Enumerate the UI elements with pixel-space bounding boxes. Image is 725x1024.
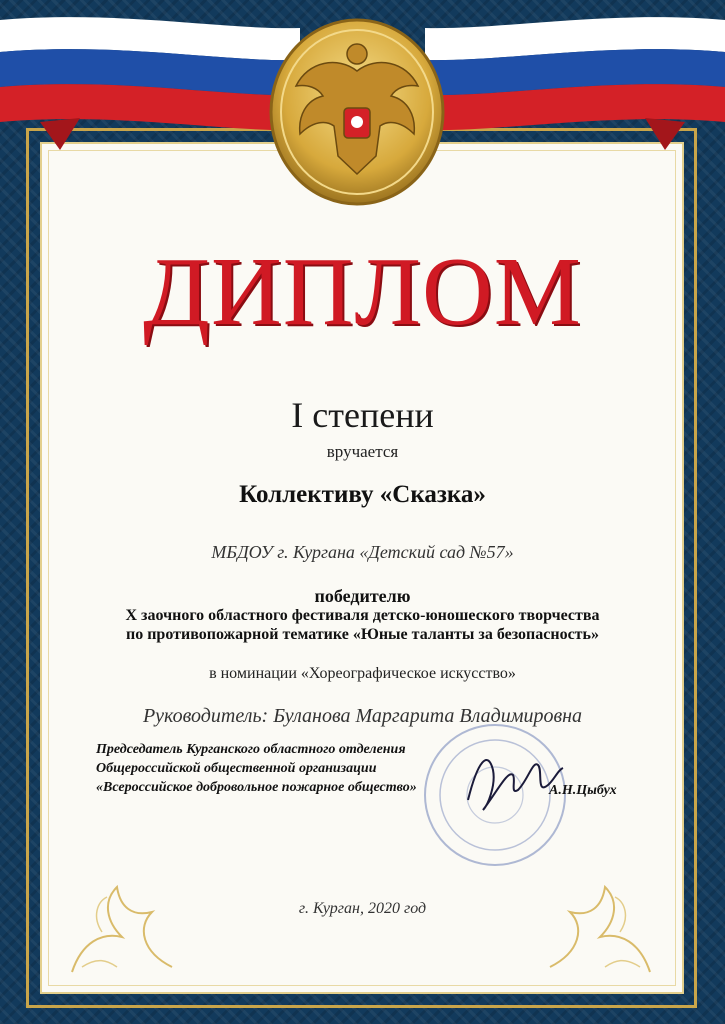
signatory-line-3: «Всероссийское добровольное пожарное общество» xyxy=(96,780,417,795)
festival-line-2: по противопожарной тематике «Юные таланты за безопасность» xyxy=(125,626,599,643)
gold-floral-ornament-icon xyxy=(540,872,660,982)
signer-name: А.Н.Цыбух xyxy=(549,783,617,798)
certificate-title: ДИПЛОМ xyxy=(143,238,582,346)
place-date: г. Курган, 2020 год xyxy=(298,900,427,917)
organization-name: МБДОУ г. Кургана «Детский сад №57» xyxy=(211,542,514,562)
awarded-text: вручается xyxy=(326,442,399,461)
signatory-line-2: Общероссийской общественной организации xyxy=(96,761,377,776)
degree-text: I степени xyxy=(291,395,434,435)
gold-floral-ornament-icon xyxy=(62,872,182,982)
recipient-name: Коллективу «Сказка» xyxy=(239,481,486,508)
nomination-text: в номинации «Хореографическое искусство» xyxy=(209,665,516,682)
signatory-line-1: Председатель Курганского областного отделения xyxy=(96,742,406,757)
handwritten-signature xyxy=(458,740,568,820)
festival-line-1: X заочного областного фестиваля детско-юношеского творчества xyxy=(125,607,600,624)
winner-text: победителю xyxy=(314,586,411,606)
russian-coat-of-arms-icon xyxy=(268,16,446,208)
leader-text: Руководитель: Буланова Маргарита Владимировна xyxy=(142,705,583,727)
